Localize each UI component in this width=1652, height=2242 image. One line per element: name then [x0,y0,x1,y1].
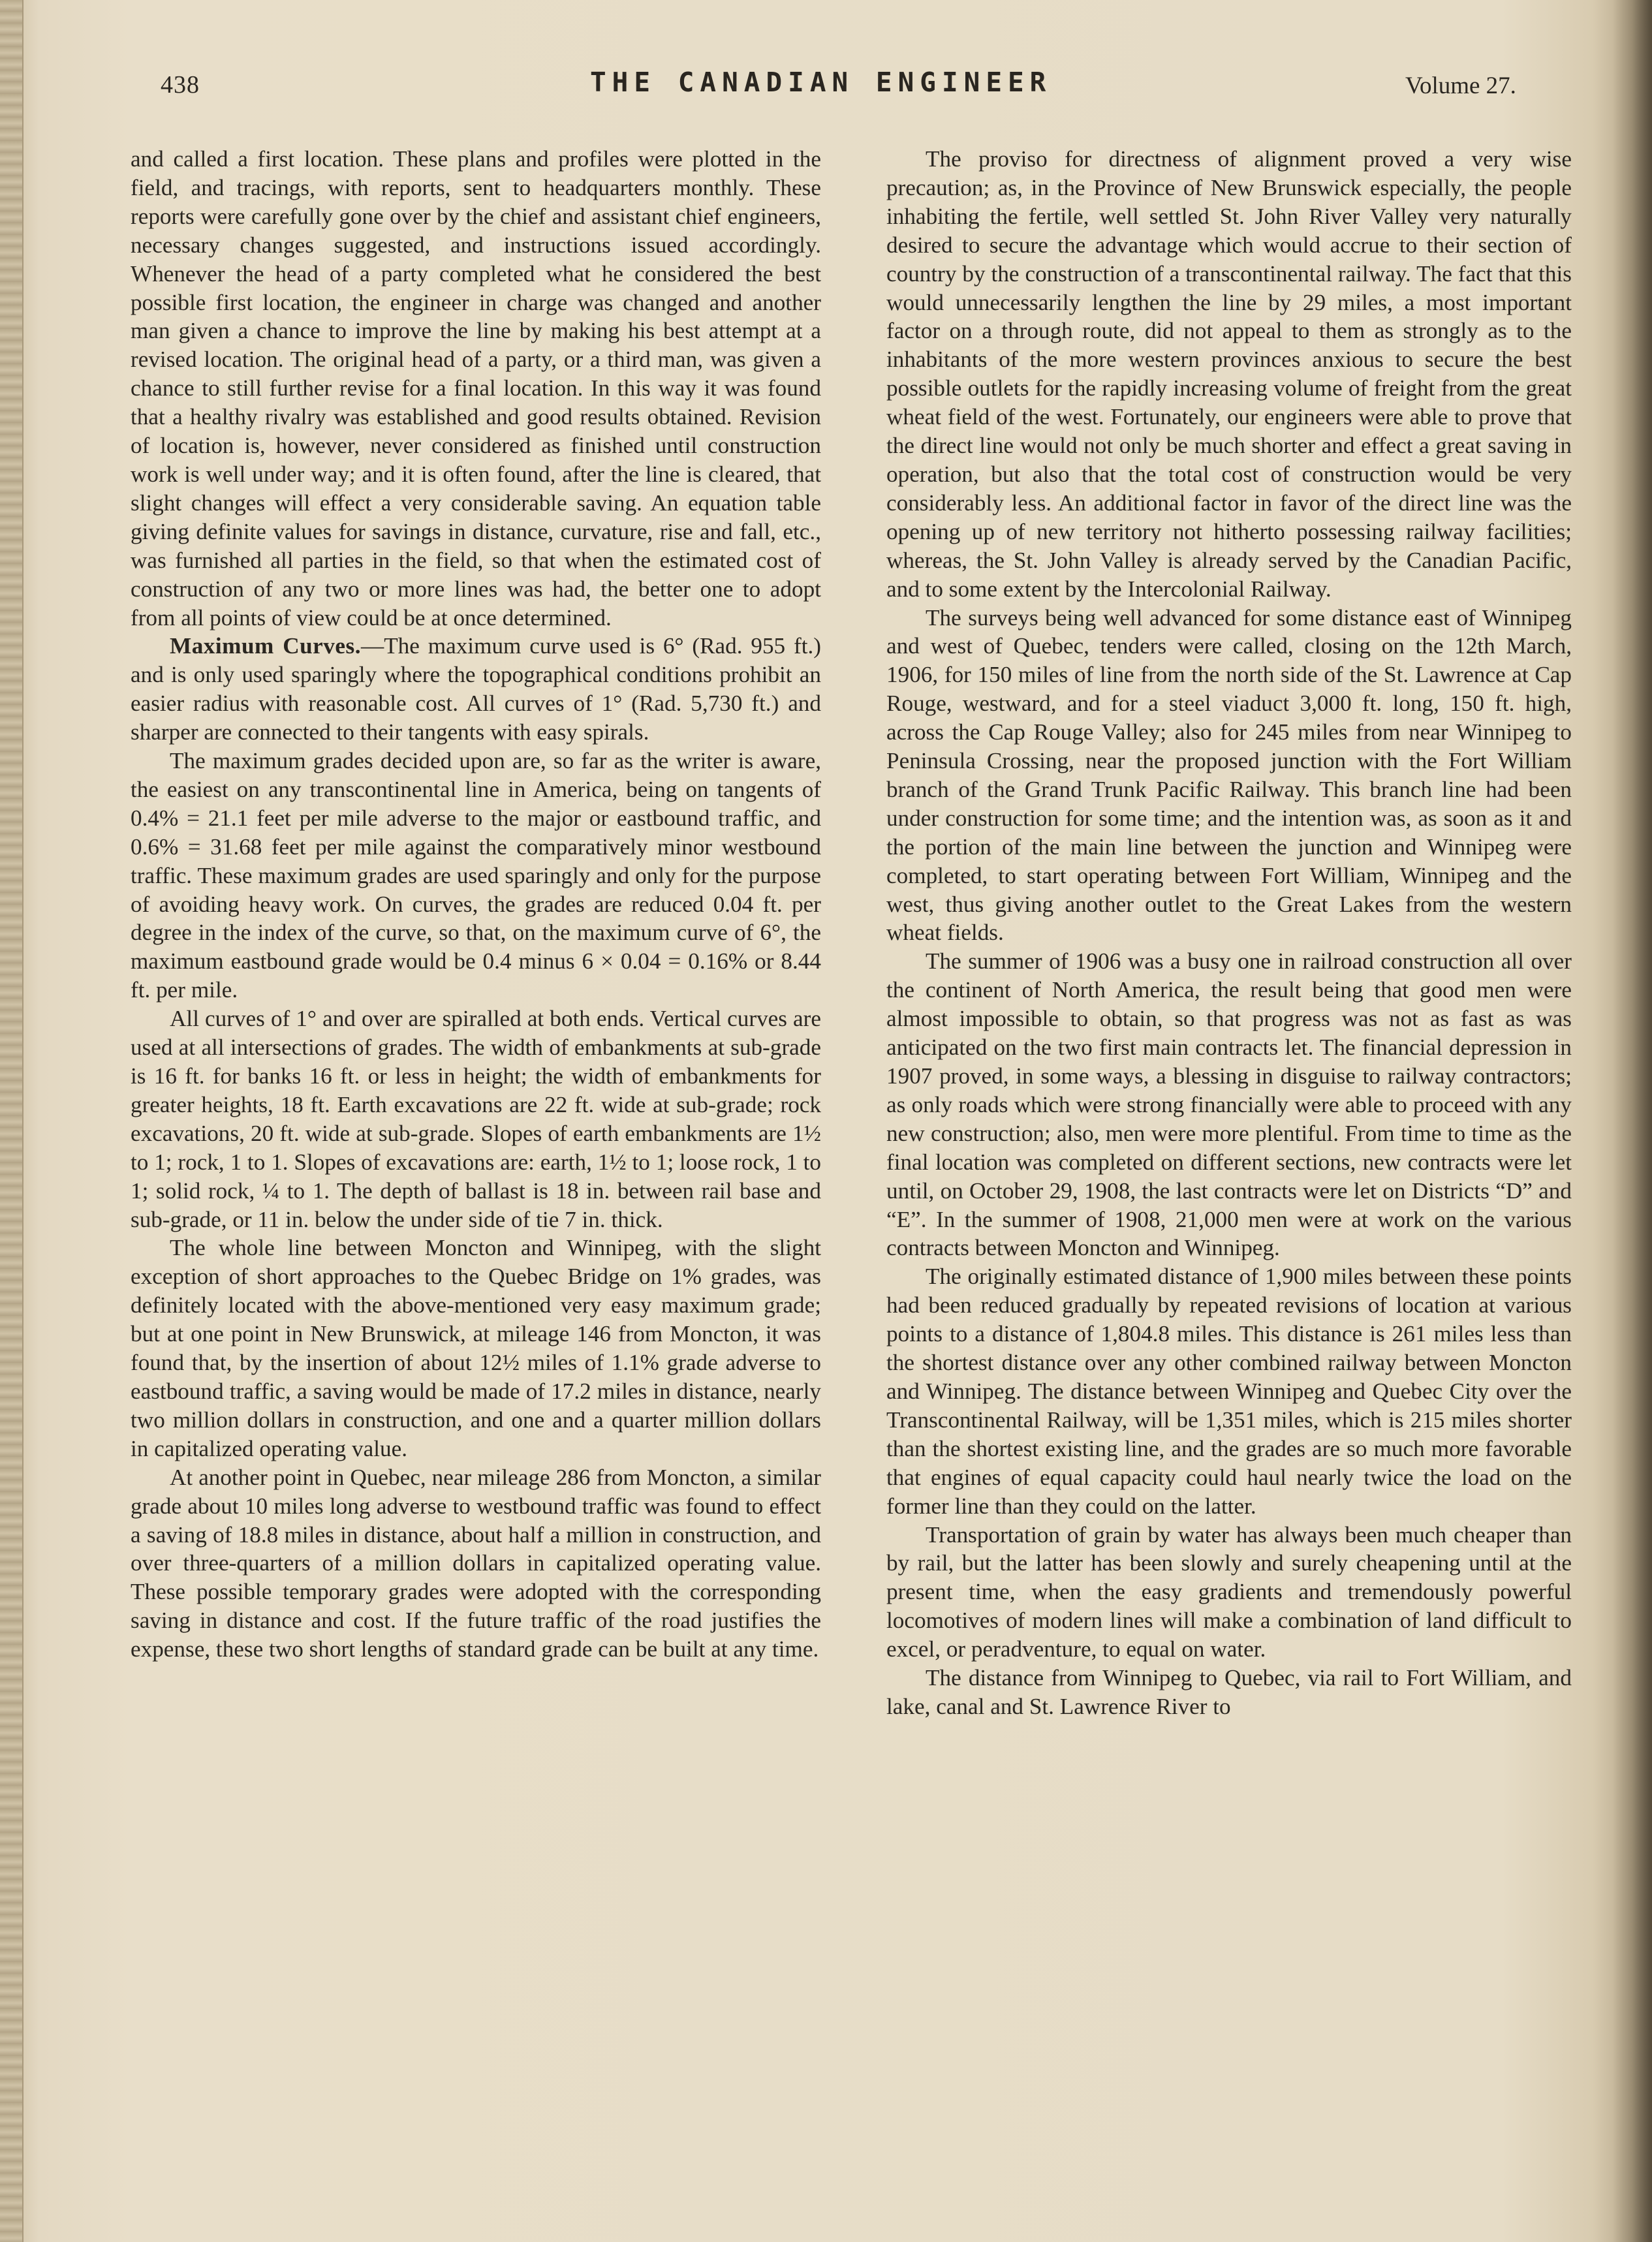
page-number: 438 [161,71,200,99]
running-header [0,65,1652,104]
right-column [886,145,1572,1721]
paragraph-maximum-curves [131,632,821,747]
paragraph: All curves of 1° and over are spiralled at both ends. Vertical curves are used at all intersections of grades. The width of embankments at sub-grade is 16 ft. for banks 16 ft. or less in height; the width of embankments for greater heights, 18 ft. Earth excavations are 22 ft. wide at sub-grade; rock excavations, 20 ft. wide at sub-grade. Slopes of earth embankments are 1½ to 1; rock, 1 to 1. Slopes of excavations are: earth, 1½ to 1; loose rock, 1 to 1; solid rock, ¼ to 1. The depth of ballast is 18 in. between rail base and sub-grade, or 11 in. below the under side of tie 7 in. thick. [131,1006,821,1232]
paragraph: The summer of 1906 was a busy one in railroad construction all over the continent of North America, the result being that good men were almost impossible to obtain, so that progress was not as fast as was anticipated on the two first main contracts let. The financial depression in 1907 proved, in some ways, a blessing in disguise to railway contractors; as only roads which were strong financially were able to proceed with any new construction; also, men were more plentiful. From time to time as the final location was completed on different sections, new contracts were let until, on October 29, 1908, the last contracts were let on Districts “D” and “E”. In the summer of 1908, 21,000 men were at work on the various contracts between Moncton and Winnipeg. [886,948,1572,1261]
paragraph: The surveys being well advanced for some distance east of Winnipeg and west of Quebec, tenders were called, closing on the 12th March, 1906, for 150 miles of line from the north side of the St. Lawrence at Cap Rouge, westward, and for a steel viaduct 3,000 ft. long, 150 ft. high, across the Cap Rouge Valley; also for 245 miles from near Winnipeg to Peninsula Crossing, near the proposed junction with the Fort William branch of the Grand Trunk Pacific Railway. This branch line had been under construction for some time; and the intention was, as soon as it and the portion of the main line between the junction and Winnipeg were completed, to start operating between Fort William, Winnipeg and the west, thus giving another outlet to the Great Lakes from the western wheat fields. [886,604,1572,946]
section-heading-maximum-curves: Maximum Curves. [170,633,361,659]
paragraph: The whole line between Moncton and Winnipeg, with the slight exception of short approaches to the Quebec Bridge on 1% grades, was definitely located with the above-mentioned very easy maximum grade; but at one point in New Brunswick, at mileage 146 from Moncton, it was found that, by the insertion of about 12½ miles of 1.1% grade adverse to eastbound traffic, a saving would be made of 17.2 miles in distance, nearly two million dollars in construction, and one and a quarter million dollars in capitalized operating value. [131,1235,821,1461]
paragraph: and called a first location. These plans and profiles were plotted in the field, and tracings, with reports, sent to headquarters monthly. These reports were carefully gone over by the chief and assistant chief engineers, necessary changes suggested, and instructions issued accordingly. Whenever the head of a party completed what he considered the best possible first location, the engineer in charge was changed and another man given a chance to improve the line by making his best attempt at a revised location. The original head of a party, or a third man, was given a chance to still further revise for a final location. In this way it was found that a healthy rivalry was established and good results obtained. Revision of location is, however, never considered as finished until construction work is well under way; and it is often found, after the line is cleared, that slight changes will effect a very considerable saving. An equation table giving definite values for savings in distance, curvature, rise and fall, etc., was furnished all parties in the field, so that when the estimated cost of construction of any two or more lines was had, the better one to adopt from all points of view could be at once determined. [131,146,821,631]
paragraph: The distance from Winnipeg to Quebec, via rail to Fort William, and lake, canal and St. Lawrence River to [886,1665,1572,1719]
page-binding-edge [0,0,23,2242]
paragraph: The maximum grades decided upon are, so far as the writer is aware, the easiest on any transcontinental line in America, being on tangents of 0.4% = 21.1 feet per mile adverse to the major or eastbound traffic, and 0.6% = 31.68 feet per mile against the comparatively minor westbound traffic. These maximum grades are used sparingly and only for the purpose of avoiding heavy work. On curves, the grades are reduced 0.04 ft. per degree in the index of the curve, so that, on the maximum curve of 6°, the maximum eastbound grade would be 0.4 minus 6 × 0.04 = 0.16% or 8.44 ft. per mile. [131,748,821,1003]
paragraph-text: —The maximum curve used is 6° (Rad. 955 ft.) and is only used sparingly where the topographical conditions prohibit an easier radius with reasonable cost. All curves of 1° (Rad. 5,730 ft.) and sharper are connected to their tangents with easy spirals. [131,633,821,745]
journal-title: THE CANADIAN ENGINEER [590,67,1052,98]
volume-label: Volume 27. [1405,72,1516,99]
paragraph: At another point in Quebec, near mileage 286 from Moncton, a similar grade about 10 miles long adverse to westbound traffic was found to effect a saving of 18.8 miles in distance, about half a million in construction, and over three-quarters of a million dollars in capitalized operating value. These possible temporary grades were adopted with the corresponding saving in distance and cost. If the future traffic of the road justifies the expense, these two short lengths of standard grade can be built at any time. [131,1464,821,1662]
page-curl-shadow [1613,0,1652,2242]
left-column [131,145,821,1664]
paragraph: The proviso for directness of alignment proved a very wise precaution; as, in the Province of New Brunswick especially, the people inhabiting the fertile, well settled St. John River Valley very naturally desired to secure the advantage which would accrue to their section of country by the construction of a transcontinental railway. The fact that this would unnecessarily lengthen the line by 29 miles, a most important factor on a through route, did not appeal to them as strongly as to the inhabitants of the more western provinces anxious to secure the best possible outlets for the rapidly increasing volume of freight from the great wheat field of the west. Fortunately, our engineers were able to prove that the direct line would not only be much shorter and effect a great saving in operation, but also that the total cost of construction would be very considerably less. An additional factor in favor of the direct line was the opening up of new territory not hitherto possessing railway facilities; whereas, the St. John Valley is already served by the Canadian Pacific, and to some extent by the Intercolonial Railway. [886,146,1572,602]
paragraph: Transportation of grain by water has always been much cheaper than by rail, but the latter has been slowly and surely cheapening until at the present time, when the easy gradients and tremendously powerful locomotives of modern lines will make a combination of land difficult to excel, or peradventure, to equal on water. [886,1521,1572,1662]
paragraph: The originally estimated distance of 1,900 miles between these points had been reduced gradually by repeated revisions of location at various points to a distance of 1,804.8 miles. This distance is 261 miles less than the shortest distance over any other combined railway between Moncton and Winnipeg. The distance between Winnipeg and Quebec City over the Transcontinental Railway, will be 1,351 miles, which is 215 miles shorter than the shortest existing line, and the grades are so much more favorable that engines of equal capacity could haul nearly twice the load on the former line than they could on the latter. [886,1264,1572,1519]
